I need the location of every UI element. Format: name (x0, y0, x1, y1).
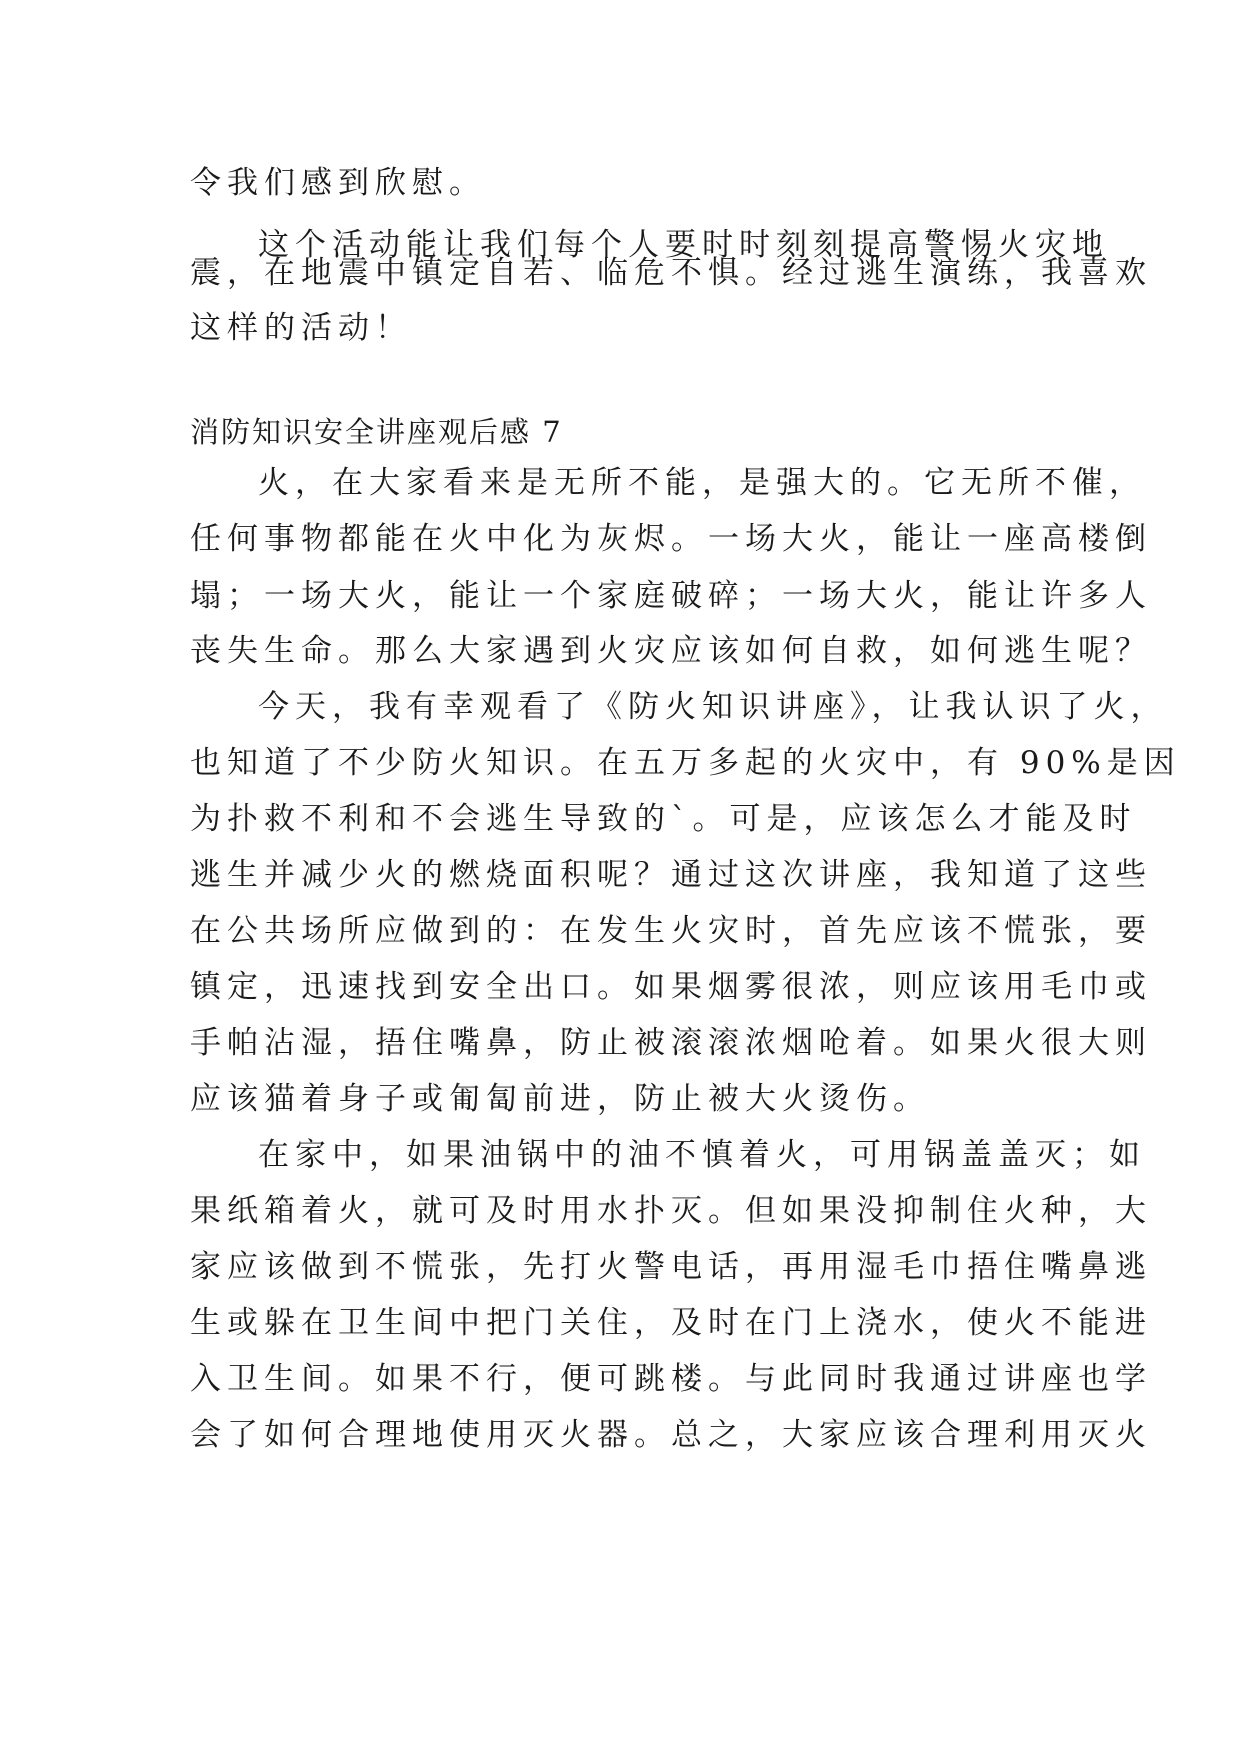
text-line: 丧失生命。那么大家遇到火灾应该如何自救，如何逃生呢？ (190, 633, 1152, 669)
section-title: 消防知识安全讲座观后感 7 (190, 415, 563, 449)
text-line: 令我们感到欣慰。 (190, 165, 486, 201)
text-line: 入卫生间。如果不行，便可跳楼。与此同时我通过讲座也学 (190, 1361, 1152, 1397)
text-line: 应该猫着身子或匍匐前进，防止被大火烫伤。 (190, 1081, 930, 1117)
paragraph-start: 在家中，如果油锅中的油不慎着火，可用锅盖盖灭；如 (258, 1137, 1146, 1173)
text-line: 塌；一场大火，能让一个家庭破碎；一场大火，能让许多人 (190, 578, 1152, 614)
text-line: 为扑救不利和不会逃生导致的`。可是，应该怎么才能及时 (190, 801, 1137, 837)
paragraph-start: 今天，我有幸观看了《防火知识讲座》，让我认识了火， (258, 689, 1168, 725)
text-line: 手帕沾湿，捂住嘴鼻，防止被滚滚浓烟呛着。如果火很大则 (190, 1025, 1152, 1061)
text-line: 果纸箱着火，就可及时用水扑灭。但如果没抑制住火种，大 (190, 1193, 1152, 1229)
document-page (190, 0, 1181, 1754)
text-line: 逃生并减少火的燃烧面积呢？通过这次讲座，我知道了这些 (190, 857, 1152, 893)
text-line: 在公共场所应做到的：在发生火灾时，首先应该不慌张，要 (190, 913, 1152, 949)
paragraph-start: 火，在大家看来是无所不能，是强大的。它无所不催， (258, 465, 1146, 501)
text-line: 震，在地震中镇定自若、临危不惧。经过逃生演练，我喜欢 (190, 255, 1152, 291)
text-line: 任何事物都能在火中化为灰烬。一场大火，能让一座高楼倒 (190, 521, 1152, 557)
text-line: 也知道了不少防火知识。在五万多起的火灾中，有 90%是因 (190, 745, 1181, 781)
paragraph-start: 这个活动能让我们每个人要时时刻刻提高警惕火灾地 (258, 227, 1109, 263)
text-line: 生或躲在卫生间中把门关住，及时在门上浇水，使火不能进 (190, 1305, 1152, 1341)
text-line: 会了如何合理地使用灭火器。总之，大家应该合理利用灭火 (190, 1417, 1152, 1453)
text-line: 镇定，迅速找到安全出口。如果烟雾很浓，则应该用毛巾或 (190, 969, 1152, 1005)
text-line: 这样的活动！ (190, 310, 412, 346)
text-line: 家应该做到不慌张，先打火警电话，再用湿毛巾捂住嘴鼻逃 (190, 1249, 1152, 1285)
